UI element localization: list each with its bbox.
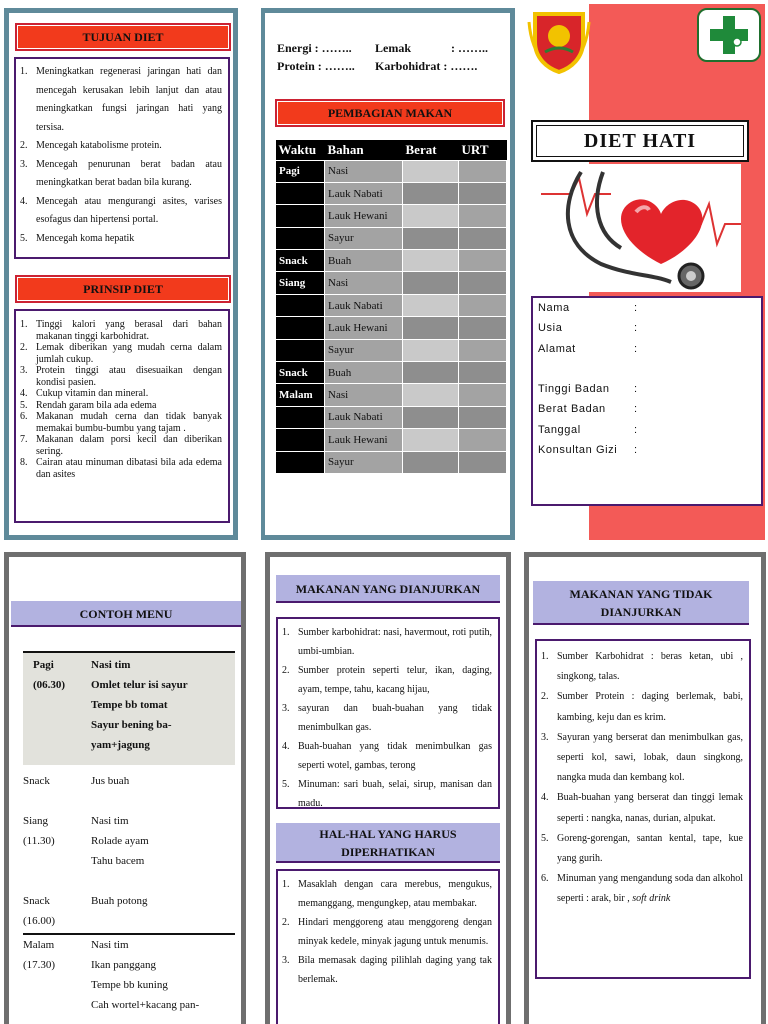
menu-dish: Jus buah bbox=[91, 775, 130, 787]
list-item bbox=[541, 869, 743, 909]
patient-field-row bbox=[538, 322, 756, 342]
list-item-text: Sumber protein seperti telur, ikan, daging, ayam, tempe, tahu, kacang hijau, bbox=[298, 665, 492, 695]
list-item bbox=[20, 400, 222, 412]
table-row bbox=[276, 362, 507, 384]
list-item-number: 2. bbox=[541, 691, 549, 703]
list-item-text: Rendah garam bila ada edema bbox=[36, 399, 157, 411]
cell-urt bbox=[459, 429, 507, 451]
cell-waktu bbox=[276, 451, 325, 473]
nutrition-fields bbox=[277, 39, 488, 75]
panel-tidak-dianjurkan bbox=[524, 552, 766, 1024]
pembagian-makan-header: PEMBAGIAN MAKAN bbox=[277, 101, 503, 125]
cell-berat bbox=[403, 272, 459, 294]
cell-bahan: Sayur bbox=[325, 227, 403, 249]
list-item-text: Mencegah penurunan berat badan atau meningkatkan berat badan bila kurang. bbox=[36, 158, 222, 188]
table-row bbox=[276, 160, 507, 182]
cell-bahan: Lauk Nabati bbox=[325, 182, 403, 204]
protein-field bbox=[277, 57, 375, 75]
cell-waktu: Snack bbox=[276, 250, 325, 272]
col-bahan: Bahan bbox=[325, 140, 403, 160]
menu-dish: Tempe bb tomat bbox=[91, 699, 168, 711]
energi-value: : …….. bbox=[314, 41, 352, 55]
patient-field-row bbox=[538, 343, 756, 363]
menu-snack2 bbox=[23, 891, 235, 933]
cell-urt bbox=[459, 294, 507, 316]
cell-berat bbox=[403, 451, 459, 473]
prinsip-list-box bbox=[14, 309, 230, 523]
patient-field-row bbox=[538, 403, 756, 423]
health-logo-icon bbox=[697, 8, 761, 62]
list-item bbox=[282, 661, 492, 699]
table-row bbox=[276, 317, 507, 339]
list-item-text: Masaklah dengan cara merebus, mengukus, memanggang, mengungkep, atau membakar. bbox=[298, 879, 492, 909]
list-item bbox=[282, 737, 492, 775]
cell-waktu: Malam bbox=[276, 384, 325, 406]
list-item bbox=[282, 775, 492, 813]
table-row bbox=[276, 339, 507, 361]
menu-dish: Buah potong bbox=[91, 895, 148, 907]
cell-bahan: Nasi bbox=[325, 272, 403, 294]
table-row bbox=[276, 429, 507, 451]
list-item-text: Cukup vitamin dan mineral. bbox=[36, 388, 149, 399]
table-row bbox=[276, 272, 507, 294]
list-item-text: Mencegah atau mengurangi asites, varises esofagus dan hipertensi portal. bbox=[36, 195, 222, 225]
col-waktu: Waktu bbox=[276, 140, 325, 160]
patient-info-box bbox=[531, 296, 763, 506]
list-item-text: Sayuran yang berserat dan menimbulkan gas, seperti kol, sawi, lobak, daun singkong, nangka muda dan kembang kol. bbox=[557, 731, 743, 784]
cell-bahan: Sayur bbox=[325, 451, 403, 473]
tidak-dianjurkan-list bbox=[541, 647, 743, 910]
list-item-number: 4. bbox=[541, 792, 549, 804]
list-item-text: Makanan dalam porsi kecil dan diberikan sering. bbox=[36, 434, 222, 457]
list-item-number: 1. bbox=[541, 651, 549, 662]
panel-dianjurkan bbox=[265, 552, 511, 1024]
list-item-text: Sumber Karbohidrat : beras ketan, ubi , singkong, talas. bbox=[557, 651, 743, 683]
menu-dish: Omlet telur isi sayur bbox=[91, 679, 188, 691]
cell-urt bbox=[459, 339, 507, 361]
table-row bbox=[276, 205, 507, 227]
karbo-field bbox=[375, 57, 477, 75]
list-item-number: 5. bbox=[20, 399, 28, 411]
table-row bbox=[276, 451, 507, 473]
cell-waktu bbox=[276, 205, 325, 227]
karbo-label: Karbohidrat bbox=[375, 59, 441, 73]
cell-bahan: Buah bbox=[325, 250, 403, 272]
list-item bbox=[541, 728, 743, 789]
table-body bbox=[276, 160, 507, 473]
list-item-text: Lemak diberikan yang mudah cerna dalam jumlah cukup. bbox=[36, 342, 222, 365]
cell-waktu: Snack bbox=[276, 362, 325, 384]
table-row bbox=[276, 250, 507, 272]
menu-snack1 bbox=[23, 771, 235, 811]
patient-field-separator: : bbox=[634, 342, 638, 355]
menu-dish: Ikan panggang bbox=[91, 959, 157, 971]
list-item-number: 5. bbox=[20, 232, 28, 244]
patient-field-label: Tanggal bbox=[538, 423, 581, 436]
list-item-text: Goreng-gorengan, santan kental, tape, kue yang gurih. bbox=[557, 832, 743, 865]
cell-berat bbox=[403, 294, 459, 316]
cell-waktu bbox=[276, 406, 325, 428]
table-row bbox=[276, 406, 507, 428]
patient-field-row bbox=[538, 444, 756, 464]
cell-berat bbox=[403, 406, 459, 428]
list-item bbox=[282, 951, 492, 989]
contoh-menu-header: CONTOH MENU bbox=[11, 601, 241, 627]
menu-siang bbox=[23, 811, 235, 891]
list-item-text: Minuman: sari buah, selai, sirup, manisan dan madu. bbox=[298, 779, 492, 809]
cell-urt bbox=[459, 451, 507, 473]
list-item bbox=[20, 365, 222, 388]
protein-label: Protein bbox=[277, 59, 315, 73]
list-item bbox=[20, 388, 222, 400]
list-item-text: Buah-buahan yang tidak menimbulkan gas seperti wotel, gambas, terong bbox=[298, 741, 492, 771]
cell-bahan: Nasi bbox=[325, 384, 403, 406]
cell-bahan: Nasi bbox=[325, 160, 403, 182]
table-row bbox=[276, 384, 507, 406]
list-item bbox=[20, 457, 222, 480]
cover-title: DIET HATI bbox=[531, 120, 749, 162]
cell-berat bbox=[403, 205, 459, 227]
patient-field-separator: : bbox=[634, 322, 638, 335]
pembagian-makan-table bbox=[275, 140, 507, 474]
tujuan-list-box bbox=[14, 57, 230, 259]
list-item-text: Makanan mudah cerna dan tidak banyak memakai bumbu-bumbu yang tajam . bbox=[36, 411, 222, 434]
menu-snack2-items bbox=[91, 891, 235, 933]
list-item-text: sayuran dan buah-buahan yang tidak menimbulkan gas. bbox=[298, 703, 492, 733]
list-item bbox=[541, 788, 743, 828]
prinsip-diet-header: PRINSIP DIET bbox=[17, 277, 229, 301]
list-item-number: 3. bbox=[541, 731, 549, 743]
menu-pagi-label: Pagi bbox=[33, 659, 54, 671]
cell-waktu bbox=[276, 317, 325, 339]
list-item-number: 5. bbox=[282, 779, 290, 790]
list-item-number: 6. bbox=[541, 873, 549, 885]
menu-pagi bbox=[23, 651, 235, 765]
lemak-label: Lemak bbox=[375, 41, 411, 55]
list-item bbox=[20, 230, 222, 249]
dianjurkan-list bbox=[282, 623, 492, 813]
patient-field-row bbox=[538, 302, 756, 322]
cell-waktu: Siang bbox=[276, 272, 325, 294]
menu-dish: Rolade ayam bbox=[91, 835, 149, 847]
tidak-dianjurkan-box bbox=[535, 639, 751, 979]
list-item bbox=[20, 319, 222, 342]
list-item bbox=[541, 829, 743, 869]
dianjurkan-box bbox=[276, 617, 500, 809]
tidak-dianjurkan-header bbox=[533, 581, 749, 625]
list-item bbox=[20, 193, 222, 230]
menu-dish: Nasi tim bbox=[91, 659, 131, 671]
list-item-text: Sumber karbohidrat: nasi, havermout, roti putih, umbi-umbian. bbox=[298, 627, 492, 657]
list-item bbox=[20, 63, 222, 137]
patient-field-label: Usia bbox=[538, 322, 563, 335]
cell-bahan: Buah bbox=[325, 362, 403, 384]
col-urt: URT bbox=[459, 140, 507, 160]
list-item-number: 3. bbox=[20, 158, 28, 170]
patient-field-separator: : bbox=[634, 383, 638, 396]
lemak-value: : …….. bbox=[451, 41, 488, 55]
menu-dish: Sayur bening ba- bbox=[91, 719, 172, 731]
diperhatikan-list bbox=[282, 875, 492, 989]
cell-waktu bbox=[276, 294, 325, 316]
menu-dish: Nasi tim bbox=[91, 815, 129, 827]
list-item-text: Tinggi kalori yang berasal dari bahan makanan tinggi karbohidrat. bbox=[36, 319, 222, 342]
menu-snack1-label: Snack bbox=[23, 775, 50, 787]
list-item bbox=[20, 156, 222, 193]
regional-emblem-icon bbox=[527, 8, 591, 74]
list-item bbox=[541, 687, 743, 727]
table-header-row bbox=[276, 140, 507, 160]
menu-malam-items bbox=[91, 935, 235, 1015]
diperhatikan-title-line2: DIPERHATIKAN bbox=[341, 845, 435, 859]
list-item-number: 6. bbox=[20, 411, 28, 422]
cell-urt bbox=[459, 205, 507, 227]
patient-field-row bbox=[538, 363, 756, 383]
menu-dish: Tempe bb kuning bbox=[91, 979, 168, 991]
menu-siang-items bbox=[91, 811, 235, 891]
list-item-number: 8. bbox=[20, 457, 28, 468]
cell-bahan: Lauk Nabati bbox=[325, 294, 403, 316]
list-item bbox=[20, 137, 222, 156]
cell-berat bbox=[403, 362, 459, 384]
patient-field-label: Berat Badan bbox=[538, 403, 606, 416]
list-item bbox=[282, 699, 492, 737]
dianjurkan-header: MAKANAN YANG DIANJURKAN bbox=[276, 575, 500, 603]
cell-urt bbox=[459, 227, 507, 249]
cell-berat bbox=[403, 384, 459, 406]
list-item bbox=[20, 434, 222, 457]
menu-list bbox=[23, 651, 235, 1015]
patient-field-label: Konsultan Gizi bbox=[538, 444, 618, 457]
menu-pagi-items bbox=[91, 655, 235, 765]
diperhatikan-header bbox=[276, 823, 500, 863]
menu-dish: Cah wortel+kacang pan- bbox=[91, 999, 200, 1011]
cell-berat bbox=[403, 227, 459, 249]
patient-field-row bbox=[538, 383, 756, 403]
list-item-number: 4. bbox=[282, 741, 290, 752]
cell-waktu bbox=[276, 182, 325, 204]
cell-urt bbox=[459, 272, 507, 294]
list-item bbox=[20, 411, 222, 434]
menu-malam bbox=[23, 933, 235, 1015]
list-item-number: 2. bbox=[20, 342, 28, 353]
menu-snack2-time: (16.00) bbox=[23, 915, 56, 927]
list-item-number: 4. bbox=[20, 388, 28, 399]
patient-field-separator: : bbox=[634, 302, 638, 314]
tidak-dianjurkan-title-line1: MAKANAN YANG TIDAK bbox=[569, 587, 713, 601]
menu-malam-label: Malam bbox=[23, 939, 55, 951]
cell-urt bbox=[459, 362, 507, 384]
list-item-number: 3. bbox=[282, 955, 290, 966]
list-item-number: 3. bbox=[282, 703, 290, 714]
list-item-text: Minuman yang mengandung soda dan alkohol seperti : arak, bir , soft drink bbox=[557, 873, 743, 905]
diperhatikan-box bbox=[276, 869, 500, 1024]
menu-dish: Tahu bacem bbox=[91, 855, 145, 867]
cell-urt bbox=[459, 317, 507, 339]
cell-berat bbox=[403, 339, 459, 361]
table-row bbox=[276, 182, 507, 204]
list-item-text: Mencegah koma hepatik bbox=[36, 232, 135, 244]
diperhatikan-title-line1: HAL-HAL YANG HARUS bbox=[319, 827, 457, 841]
cell-bahan: Lauk Hewani bbox=[325, 205, 403, 227]
cell-urt bbox=[459, 250, 507, 272]
cell-berat bbox=[403, 429, 459, 451]
list-item-number: 2. bbox=[20, 140, 28, 151]
menu-malam-time: (17.30) bbox=[23, 959, 56, 971]
protein-value: : …….. bbox=[317, 59, 355, 73]
list-item bbox=[282, 875, 492, 913]
cell-urt bbox=[459, 182, 507, 204]
cell-urt bbox=[459, 406, 507, 428]
table-row bbox=[276, 227, 507, 249]
cell-urt bbox=[459, 160, 507, 182]
menu-snack1-items bbox=[91, 771, 235, 811]
cell-bahan: Lauk Hewani bbox=[325, 317, 403, 339]
list-item-text: Buah-buahan yang berserat dan tinggi lemak seperti : nangka, nanas, durian, alpukat. bbox=[557, 792, 743, 824]
list-item bbox=[282, 623, 492, 661]
panel-cover bbox=[521, 4, 768, 544]
list-item-text: Protein tinggi atau disesuaikan dengan kondisi pasien. bbox=[36, 365, 222, 388]
energi-label: Energi bbox=[277, 41, 312, 55]
cell-waktu bbox=[276, 227, 325, 249]
list-item-text: Mencegah katabolisme protein. bbox=[36, 140, 162, 151]
list-item-number: 5. bbox=[541, 832, 549, 844]
cell-berat bbox=[403, 182, 459, 204]
list-item-text: Bila memasak daging pilihlah daging yang tak berlemak. bbox=[298, 955, 492, 985]
col-berat: Berat bbox=[403, 140, 459, 160]
cell-berat bbox=[403, 250, 459, 272]
patient-field-label: Tinggi Badan bbox=[538, 383, 610, 396]
list-item-number: 1. bbox=[282, 879, 290, 890]
list-item bbox=[541, 647, 743, 687]
tujuan-list bbox=[20, 63, 222, 248]
panel-contoh-menu bbox=[4, 552, 246, 1024]
list-item-number: 1. bbox=[282, 627, 290, 638]
cell-bahan: Sayur bbox=[325, 339, 403, 361]
heart-stethoscope-icon bbox=[541, 164, 741, 292]
prinsip-list bbox=[20, 319, 222, 480]
patient-field-label: Alamat bbox=[538, 342, 576, 355]
list-item-text: Hindari menggoreng atau menggoreng dengan minyak kedele, minyak jagung untuk menumis. bbox=[298, 917, 492, 947]
patient-field-separator: : bbox=[634, 403, 638, 416]
karbo-value: : ……. bbox=[443, 59, 478, 73]
cell-waktu bbox=[276, 429, 325, 451]
table-row bbox=[276, 294, 507, 316]
patient-field-row bbox=[538, 424, 756, 444]
list-item bbox=[20, 342, 222, 365]
lemak-field bbox=[375, 39, 488, 57]
energi-field bbox=[277, 39, 375, 57]
list-item-number: 2. bbox=[282, 665, 290, 676]
patient-field-separator: : bbox=[634, 444, 638, 457]
patient-field-label bbox=[538, 363, 634, 383]
list-item-text: Sumber Protein : daging berlemak, babi, kambing, keju dan es krim. bbox=[557, 691, 743, 723]
list-item bbox=[282, 913, 492, 951]
patient-field-label: Nama bbox=[538, 302, 570, 314]
menu-snack2-label: Snack bbox=[23, 895, 50, 907]
menu-pagi-time: (06.30) bbox=[33, 679, 66, 691]
cell-berat bbox=[403, 160, 459, 182]
soft-drink-text: soft drink bbox=[632, 893, 671, 905]
panel-tujuan-prinsip bbox=[4, 8, 238, 540]
list-item-text: Meningkatkan regenerasi jaringan hati dan mencegah kerusakan lebih lanjut dan atau meningkatkan fungsi jaringan hati yang tersisa. bbox=[36, 66, 222, 133]
list-item-number: 1. bbox=[20, 319, 28, 330]
cell-waktu bbox=[276, 339, 325, 361]
tidak-dianjurkan-title-line2: DIANJURKAN bbox=[600, 605, 682, 619]
list-item-number: 3. bbox=[20, 365, 28, 376]
cell-bahan: Lauk Nabati bbox=[325, 406, 403, 428]
tujuan-diet-header: TUJUAN DIET bbox=[17, 25, 229, 49]
menu-siang-time: (11.30) bbox=[23, 835, 55, 847]
list-item-number: 1. bbox=[20, 66, 28, 77]
patient-field-separator: : bbox=[634, 423, 638, 436]
menu-dish: yam+jagung bbox=[91, 739, 150, 751]
list-item-number: 4. bbox=[20, 195, 28, 207]
list-item-text: Cairan atau minuman dibatasi bila ada edema dan asites bbox=[36, 457, 222, 480]
menu-siang-label: Siang bbox=[23, 815, 49, 827]
cell-berat bbox=[403, 317, 459, 339]
list-item-number: 7. bbox=[20, 434, 28, 445]
list-item-number: 2. bbox=[282, 917, 290, 928]
menu-dish: Nasi tim bbox=[91, 939, 129, 951]
cell-urt bbox=[459, 384, 507, 406]
cell-waktu: Pagi bbox=[276, 160, 325, 182]
cell-bahan: Lauk Hewani bbox=[325, 429, 403, 451]
panel-pembagian-makan bbox=[261, 8, 515, 540]
